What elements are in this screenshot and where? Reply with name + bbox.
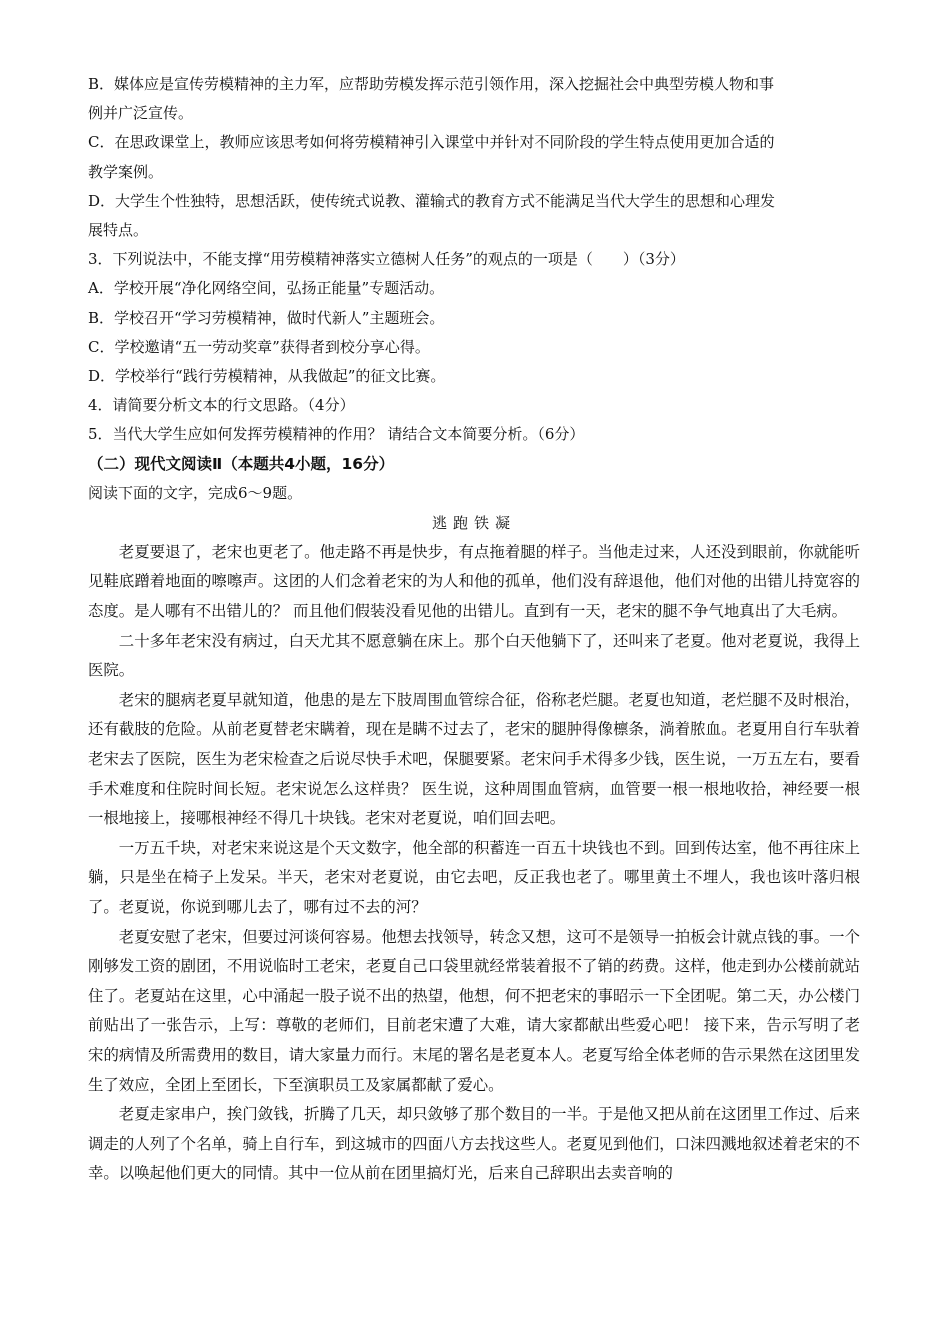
q2-options [88,70,860,245]
question-3 [88,245,860,391]
story-paragraph: 一万五千块，对老宋来说这是个天文数字，他全部的积蓄连一百五十块钱也不到。回到传达室，他不再往床上躺，只是坐在椅子上发呆。半天，老宋对老夏说，由它去吧，反正我也老了。哪里黄土不埋人，我也该叶落归根了。老夏说，你说到哪儿去了，哪有过不去的河？ [88,838,860,916]
story-paragraph: 二十多年老宋没有病过，白天尤其不愿意躺在床上。那个白天他躺下了，还叫来了老夏。他对老夏说，我得上医院。 [88,631,860,680]
question-stem: 3．下列说法中，不能支撑“用劳模精神落实立德树人任务”的观点的一项是（ ）（3分） [88,250,685,269]
story-title: 逃跑铁凝 [431,513,516,532]
exam-page [88,70,860,1189]
story-body [88,538,860,1189]
option-d: D．学校举行“践行劳模精神，从我做起”的征文比赛。 [88,367,446,386]
option-line: C．在思政课堂上，教师应该思考如何将劳模精神引入课堂中并针对不同阶段的学生特点使用更加合适的 [88,133,775,152]
story-paragraph: 老夏安慰了老宋，但要过河谈何容易。他想去找领导，转念又想，这可不是领导一拍板会计就点钱的事。一个刚够发工资的剧团，不用说临时工老宋，老夏自己口袋里就经常装着报不了销的药费。这样，他走到办公楼前就站住了。老夏站在这里，心中涌起一股子说不出的热望，他想，何不把老宋的事昭示一下全团呢。第二天，办公楼门前贴出了一张告示，上写：尊敬的老师们，目前老宋遭了大难，请大家都献出些爱心吧！ 接下来，告示写明了老宋的病情及所需费用的数目，请大家量力而行。末尾的署名是老夏本人。老夏写给全体老师的告示果然在这团里发生了效应，全团上至团长，下至演职员工及家属都献了爱心。 [88,927,860,1094]
story-paragraph: 老夏要退了，老宋也更老了。他走路不再是快步，有点拖着腿的样子。当他走过来，人还没到眼前，你就能听见鞋底蹭着地面的嚓嚓声。这团的人们念着老宋的为人和他的孤单，他们没有辞退他，他们对他的出错儿持宽容的态度。是人哪有不出错儿的？ 而且他们假装没看见他的出错儿。直到有一天，老宋的腿不争气地真出了大毛病。 [88,542,860,621]
option-line: D．大学生个性独特，思想活跃，使传统式说教、灌输式的教育方式不能满足当代大学生的思想和心理发 [88,191,776,210]
option-a: A．学校开展“净化网络空间，弘扬正能量”专题活动。 [88,279,445,298]
option-c: C．学校邀请“五一劳动奖章”获得者到校分享心得。 [88,337,430,356]
section-heading: （二）现代文阅读Ⅱ（本题共4小题，16分） [88,454,395,473]
option-line: B．媒体应是宣传劳模精神的主力军，应帮助劳模发挥示范引领作用，深入挖掘社会中典型劳模人物和事 [88,75,775,93]
question-5: 5．当代大学生应如何发挥劳模精神的作用？ 请结合文本简要分析。（6分） [88,425,585,444]
option-line: 例并广泛宣传。 [88,104,194,123]
story-paragraph: 老宋的腿病老夏早就知道，他患的是左下肢周围血管综合征，俗称老烂腿。老夏也知道，老烂腿不及时根治，还有截肢的危险。从前老夏替老宋瞒着，现在是瞒不过去了，老宋的腿肿得像檩条，淌着脓血。老夏用自行车驮着老宋去了医院，医生为老宋检查之后说尽快手术吧，保腿要紧。老宋问手术得多少钱，医生说，一万五左右，要看手术难度和住院时间长短。老宋说怎么这样贵？ 医生说，这种周围血管病，血管要一根一根地收拾，神经要一根一根地接上，接哪根神经不得几十块钱。老宋对老夏说，咱们回去吧。 [88,690,860,828]
option-line: 教学案例。 [88,162,164,181]
question-4: 4．请简要分析文本的行文思路。（4分） [88,396,355,415]
reading-instruction: 阅读下面的文字，完成6～9题。 [88,483,303,502]
option-line: 展特点。 [88,221,149,240]
option-b: B．学校召开“学习劳模精神，做时代新人”主题班会。 [88,308,445,327]
story-paragraph: 老夏走家串户，挨门敛钱，折腾了几天，却只敛够了那个数目的一半。于是他又把从前在这团里工作过、后来调走的人列了个名单，骑上自行车，到这城市的四面八方去找这些人。老夏见到他们，口沫四溅地叙述着老宋的不幸。以唤起他们更大的同情。其中一位从前在团里搞灯光，后来自己辞职出去卖音响的 [88,1105,860,1183]
